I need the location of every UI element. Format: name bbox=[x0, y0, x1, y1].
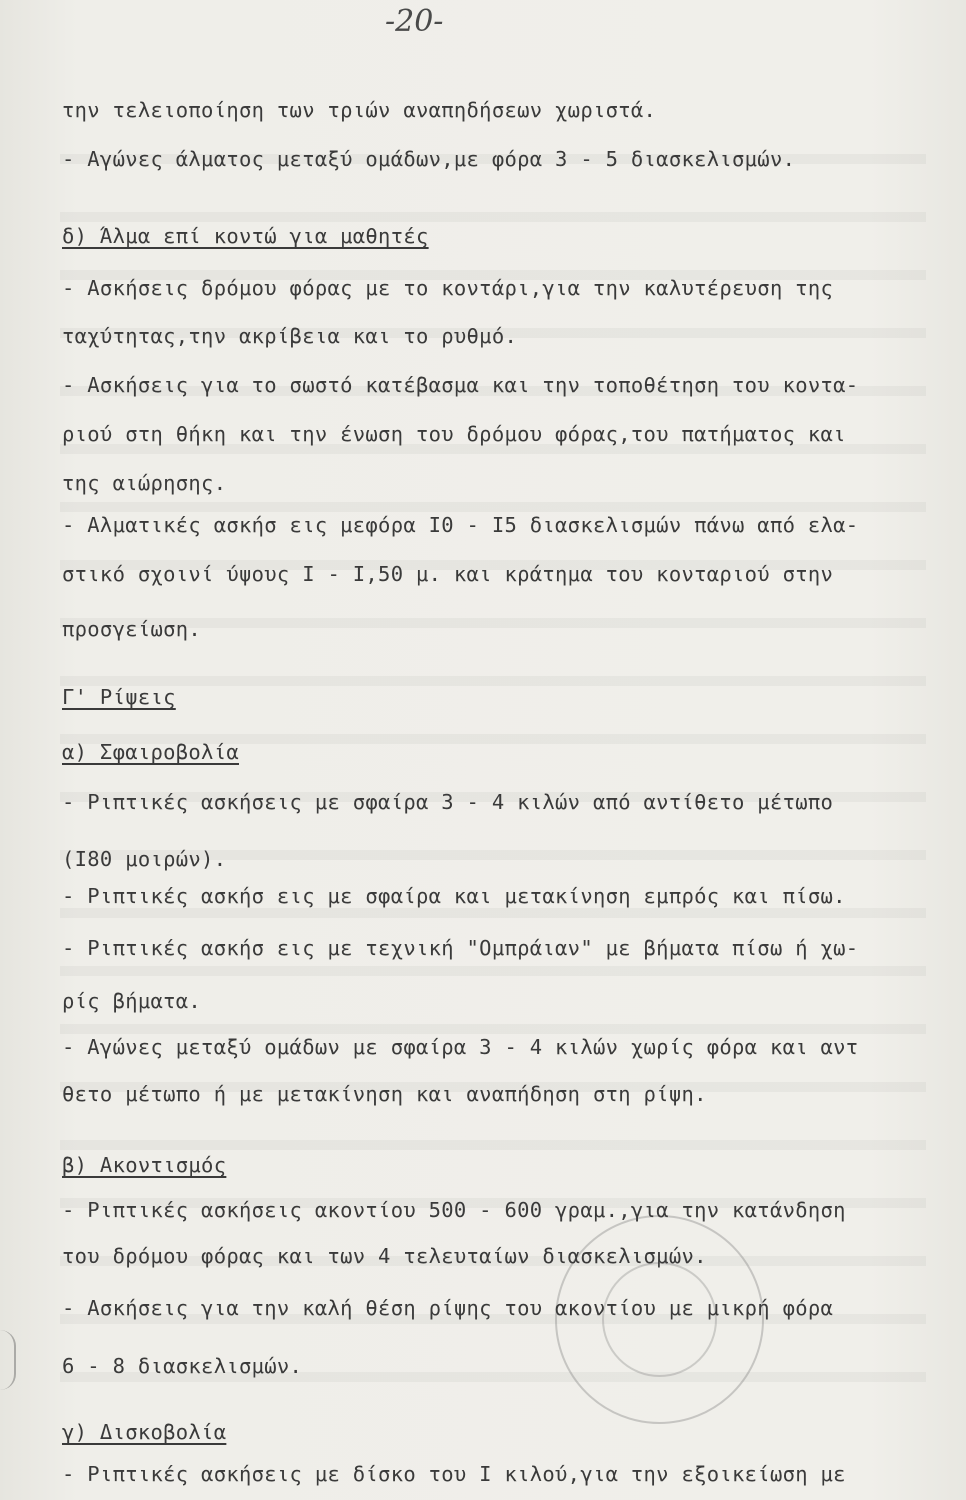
text-line: προσγείωση. bbox=[62, 617, 202, 641]
text-line: - Ριπτικές ασκήσ εις με σφαίρα και μετακίνηση εμπρός και πίσω. bbox=[62, 884, 846, 908]
text-line: - Ασκήσεις δρόμου φόρας με το κοντάρι,για την καλυτέρευση της bbox=[62, 276, 834, 300]
page-number: -20- bbox=[385, 4, 444, 39]
section-heading: δ) Άλμα επί κοντώ για μαθητές bbox=[62, 224, 429, 248]
text-line: ταχύτητας,την ακρίβεια και το ρυθμό. bbox=[62, 324, 518, 348]
text-line: - Ριπτικές ασκήσεις με σφαίρα 3 - 4 κιλών από αντίθετο μέτωπο bbox=[62, 790, 834, 814]
text-line: ρίς βήματα. bbox=[62, 989, 202, 1013]
binding-mark bbox=[0, 1330, 16, 1390]
text-line: - Ριπτικές ασκήσεις με δίσκο του Ι κιλού,για την εξοικείωση με bbox=[62, 1462, 846, 1486]
text-line: στικό σχοινί ύψους Ι - Ι,50 μ. και κράτημα του κονταριού στην bbox=[62, 562, 834, 586]
text-line: - Αλματικές ασκήσ εις μεφόρα Ι0 - Ι5 διασκελισμών πάνω από ελα- bbox=[62, 513, 859, 537]
text-line: - Αγώνες άλματος μεταξύ ομάδων,με φόρα 3 - 5 διασκελισμών. bbox=[62, 147, 796, 171]
text-line: - Αγώνες μεταξύ ομάδων με σφαίρα 3 - 4 κιλών χωρίς φόρα και αντ bbox=[62, 1035, 859, 1059]
text-line: (Ι80 μοιρών). bbox=[62, 847, 227, 871]
text-line: θετο μέτωπο ή με μετακίνηση και αναπήδηση στη ρίψη. bbox=[62, 1082, 707, 1106]
text-line: της αιώρησης. bbox=[62, 471, 227, 495]
subsection-heading: γ) Δισκοβολία bbox=[62, 1420, 227, 1444]
text-line: την τελειοποίηση των τριών αναπηδήσεων χωριστά. bbox=[62, 98, 657, 122]
text-line: του δρόμου φόρας και των 4 τελευταίων διασκελισμών. bbox=[62, 1244, 707, 1268]
text-line: - Ασκήσεις για το σωστό κατέβασμα και την τοποθέτηση του κοντα- bbox=[62, 373, 859, 397]
bleed-through-texture bbox=[60, 120, 926, 1420]
subsection-heading: α) Σφαιροβολία bbox=[62, 740, 239, 764]
text-line: - Ασκήσεις για την καλή θέση ρίψης του ακοντίου με μικρή φόρα bbox=[62, 1296, 834, 1320]
subsection-heading: β) Ακοντισμός bbox=[62, 1153, 227, 1177]
text-line: - Ριπτικές ασκήσ εις με τεχνική "Ομπράιαν" με βήματα πίσω ή χω- bbox=[62, 936, 859, 960]
text-line: - Ριπτικές ασκήσεις ακοντίου 500 - 600 γραμ.,για την κατάνδηση bbox=[62, 1198, 846, 1222]
text-line: ριού στη θήκη και την ένωση του δρόμου φόρας,του πατήματος και bbox=[62, 422, 846, 446]
text-line: 6 - 8 διασκελισμών. bbox=[62, 1354, 303, 1378]
section-heading: Γ' Ρίψεις bbox=[62, 685, 176, 709]
